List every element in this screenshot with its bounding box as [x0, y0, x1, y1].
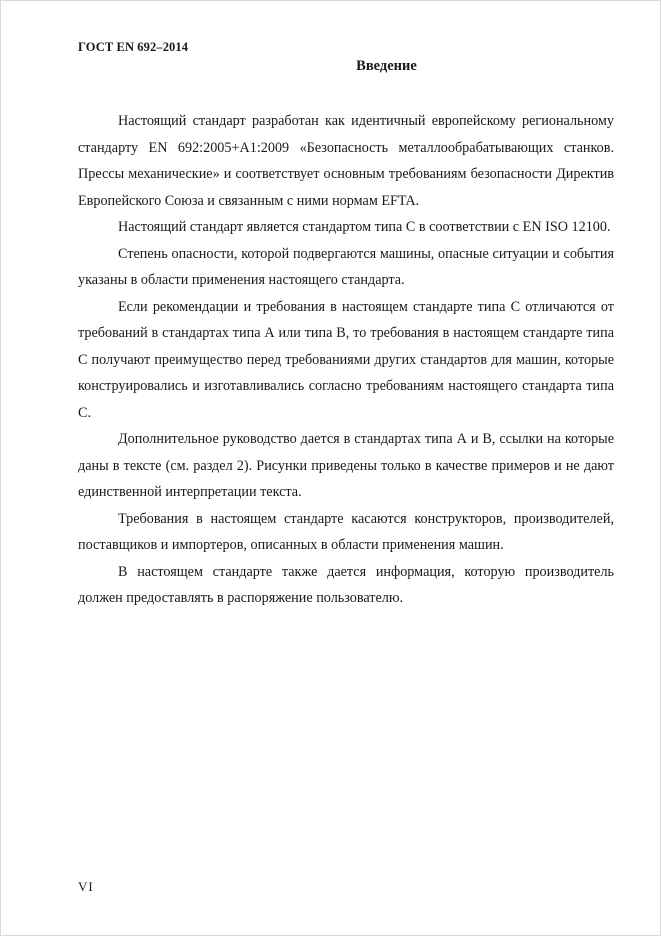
paragraph: Настоящий стандарт является стандартом типа С в соответствии с EN ISO 12100. [118, 219, 611, 235]
body-text [78, 108, 614, 612]
paragraph: Дополнительное руководство дается в стандартах типа А и В, ссылки на которые даны в тексте (см. раздел 2). Рисунки приведены только в качестве примеров и не дают единственной интерпретации текста. [78, 431, 614, 500]
paragraph: Степень опасности, которой подвергаются машины, опасные ситуации и события указаны в области применения настоящего стандарта. [78, 245, 614, 288]
page-number: VI [78, 879, 94, 894]
paragraph: Настоящий стандарт разработан как идентичный европейскому региональному стандарту EN 692:2005+A1:2009 «Безопасность металлообрабатывающих станков. Прессы механические» и соответствует основным требованиям безопасности Директив Европейского Союза и связанным с ними нормам EFTA. [78, 113, 614, 209]
paragraph: В настоящем стандарте также дается информация, которую производитель должен предоставлять в распоряжение пользователю. [78, 563, 614, 606]
document-code: ГОСТ EN 692–2014 [78, 40, 189, 54]
paragraph: Если рекомендации и требования в настоящем стандарте типа С отличаются от требований в стандартах типа А или типа В, то требования в настоящем стандарте типа С получают преимущество перед требованиями других стандартов для машин, которые конструировались и изготавливались согласно требованиям настоящего стандарта типа С. [78, 298, 614, 421]
paragraph: Требования в настоящем стандарте касаются конструкторов, производителей, поставщиков и импортеров, описанных в области применения машин. [78, 510, 614, 553]
section-title: Введение [356, 58, 417, 74]
